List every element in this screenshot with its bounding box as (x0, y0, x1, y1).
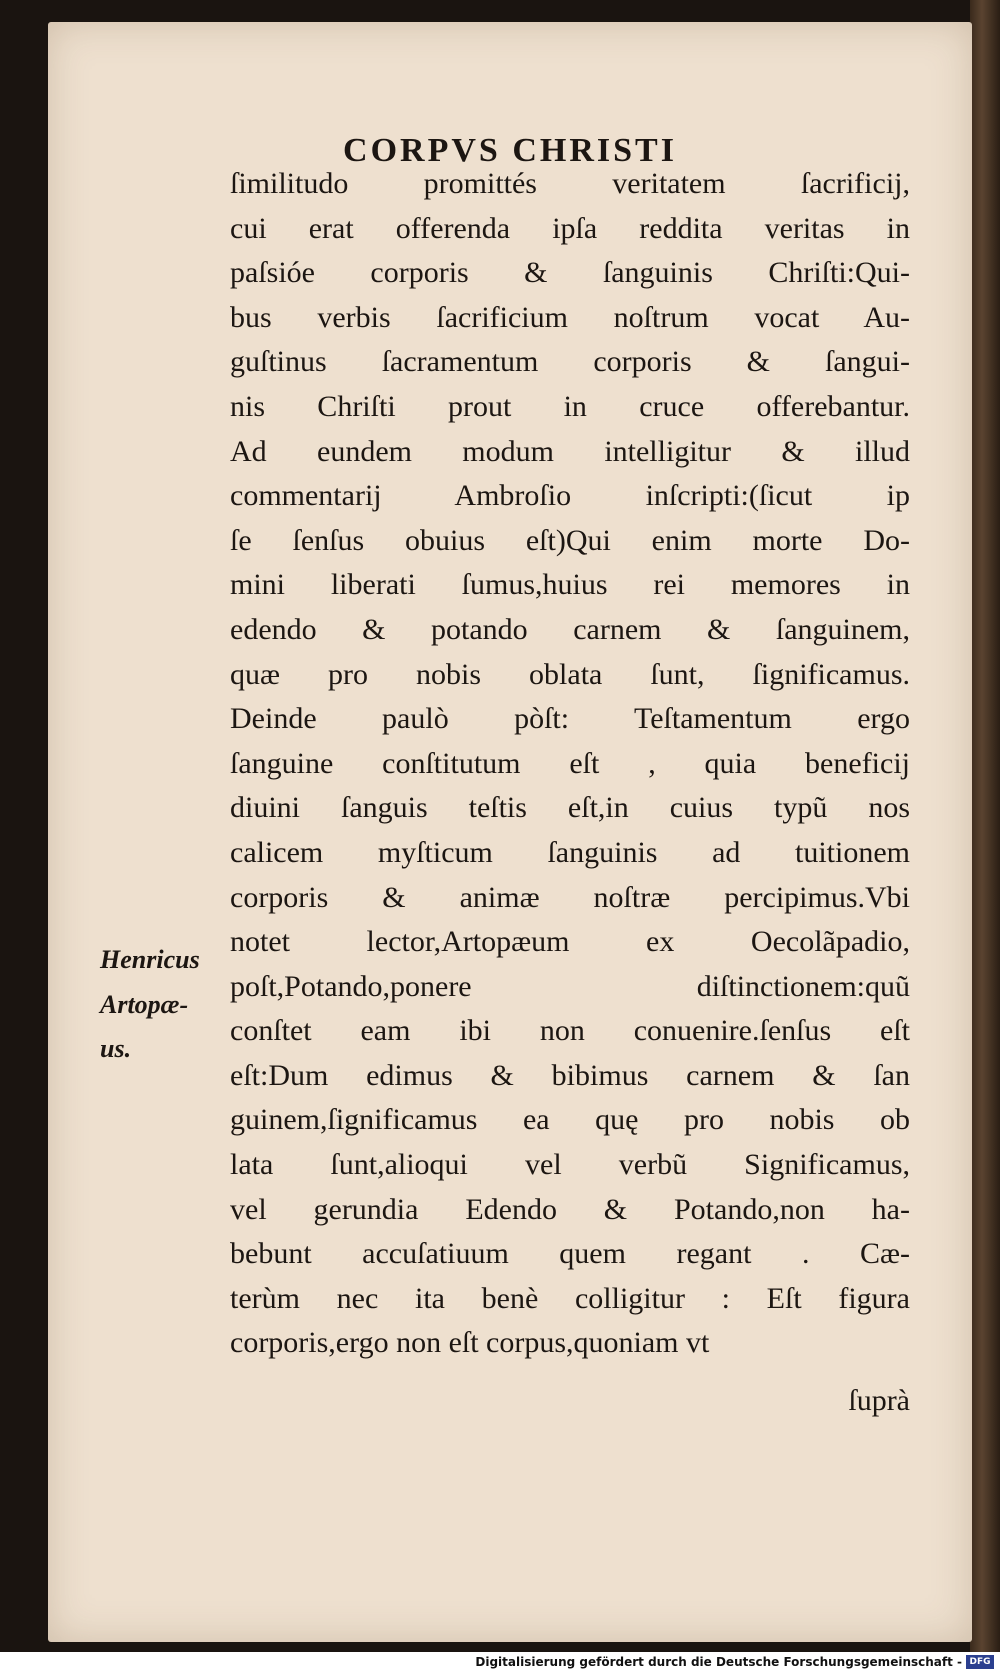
text-line: bebunt accuſatiuum quem regant . Cæ- (230, 1237, 910, 1271)
text-line: corporis,ergo non eſt corpus,quoniam vt (230, 1326, 710, 1360)
running-head: CORPVS CHRISTI (343, 132, 677, 169)
text-line: guſtinus ſacramentum corporis & ſangui- (230, 345, 910, 379)
text-line: guinem,ſignificamus ea quę pro nobis ob (230, 1103, 910, 1137)
text-line: Deinde paulò pòſt: Teſtamentum ergo (230, 702, 910, 736)
text-line: edendo & potando carnem & ſanguinem, (230, 612, 910, 646)
marginal-note-line: Artopæ- (100, 989, 189, 1019)
text-line: ſimilitudo promittés veritatem ſacrificij, (230, 167, 910, 200)
footer-bar (0, 1652, 1000, 1673)
text-line: quæ pro nobis oblata ſunt, ſignificamus. (230, 657, 910, 691)
text-line: notet lector,Artopæum ex Oecolãpadio, (230, 925, 910, 959)
text-line: cui erat offerenda ipſa reddita veritas in (230, 211, 910, 245)
text-line: bus verbis ſacrificium noſtrum vocat Au- (230, 300, 910, 334)
text-line: diuini ſanguis teſtis eſt,in cuius typũ nos (230, 791, 910, 825)
catchword: ſuprà (848, 1384, 910, 1417)
text-line: calicem myſticum ſanguinis ad tuitionem (230, 835, 910, 869)
text-line: commentarij Ambroſio inſcripti:(ſicut ip (230, 479, 910, 513)
marginal-note (100, 938, 230, 1072)
dfg-logo-icon: DFG (966, 1655, 994, 1669)
text-line: nis Chriſti prout in cruce offerebantur. (230, 389, 910, 423)
text-line: Ad eundem modum intelligitur & illud (230, 434, 910, 468)
book-fore-edge (970, 0, 1000, 1652)
text-line: paſsióe corporis & ſanguinis Chriſti:Qui- (230, 256, 910, 290)
text-line: mini liberati ſumus,huius rei memores in (230, 568, 910, 602)
marginal-note-line: us. (100, 1034, 132, 1064)
text-line: vel gerundia Edendo & Potando,non ha- (230, 1192, 910, 1226)
text-line: corporis & animæ noſtræ percipimus.Vbi (230, 880, 910, 914)
funding-credit: Digitalisierung gefördert durch die Deutsche Forschungsgemeinschaft - (475, 1655, 962, 1669)
text-line: poſt,Potando,ponere diſtinctionem:quũ (230, 969, 910, 1003)
text-line: ſanguine conſtitutum eſt , quia beneficij (230, 746, 910, 780)
text-line: terùm nec ita benè colligitur : Eſt figura (230, 1281, 910, 1315)
text-line: lata ſunt,alioqui vel verbũ Significamus, (230, 1148, 910, 1182)
text-line: ſe ſenſus obuius eſt)Qui enim morte Do- (230, 523, 910, 557)
text-line: conſtet eam ibi non conuenire.ſenſus eſt (230, 1014, 910, 1048)
text-line: eſt:Dum edimus & bibimus carnem & ſan (230, 1058, 910, 1092)
marginal-note-line: Henricus (100, 945, 200, 974)
main-text-block (230, 162, 910, 1366)
